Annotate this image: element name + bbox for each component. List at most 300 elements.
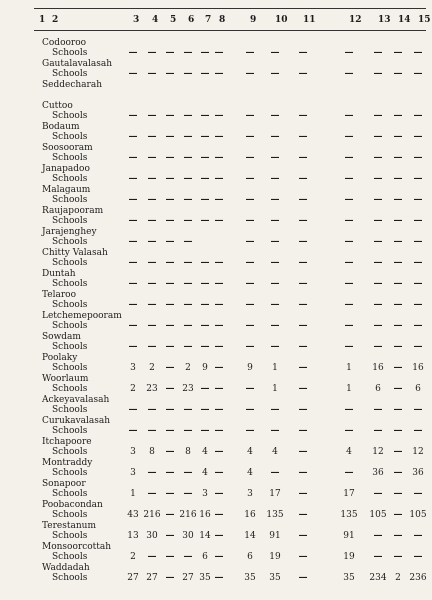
table-cell: 19 <box>343 552 355 562</box>
table-cell: 2 <box>130 384 136 394</box>
table-cell: — <box>373 342 383 352</box>
table-cell: — <box>165 510 175 520</box>
table-cell: — <box>413 111 423 121</box>
table-cell: — <box>245 405 255 415</box>
table-cell: — <box>393 237 403 247</box>
table-cell: 1 <box>346 384 352 394</box>
table-cell: — <box>344 426 354 436</box>
table-cell: — <box>128 279 138 289</box>
village-name: Seddecharah <box>42 80 103 90</box>
table-cell: — <box>413 69 423 79</box>
village-name: Telaroo <box>42 290 77 300</box>
table-cell: — <box>393 342 403 352</box>
table-cell: — <box>200 111 210 121</box>
table-cell: — <box>344 216 354 226</box>
table-cell: 1 <box>130 489 136 499</box>
table-cell: 1 <box>346 363 352 373</box>
table-cell: — <box>128 132 138 142</box>
table-cell: — <box>200 321 210 331</box>
table-cell: 105 <box>369 510 387 520</box>
table-cell: 14 <box>199 531 211 541</box>
table-cell: 12 <box>372 447 384 457</box>
table-cell: — <box>413 552 423 562</box>
table-cell: — <box>413 216 423 226</box>
table-cell: — <box>128 111 138 121</box>
column-header-3: 3 <box>133 15 140 25</box>
row-sublabel: Schools <box>52 405 88 415</box>
table-cell: — <box>245 174 255 184</box>
table-cell: — <box>200 69 210 79</box>
table-cell: — <box>393 174 403 184</box>
table-cell: 36 <box>412 468 424 478</box>
table-cell: — <box>147 258 157 268</box>
table-cell: — <box>147 300 157 310</box>
table-cell: — <box>183 321 193 331</box>
table-cell: — <box>298 363 308 373</box>
table-cell: 3 <box>130 447 136 457</box>
table-cell: — <box>245 237 255 247</box>
table-cell: — <box>298 405 308 415</box>
table-cell: 234 <box>369 573 387 583</box>
village-name: Malagaum <box>42 185 91 195</box>
table-cell: 1 <box>272 384 278 394</box>
table-cell: — <box>147 216 157 226</box>
table-cell: — <box>298 195 308 205</box>
table-cell: — <box>298 153 308 163</box>
table-cell: 13 <box>127 531 139 541</box>
table-cell: — <box>373 195 383 205</box>
table-cell: — <box>245 384 255 394</box>
table-cell: — <box>298 426 308 436</box>
table-cell: — <box>298 48 308 58</box>
table-cell: — <box>165 363 175 373</box>
table-cell: — <box>147 552 157 562</box>
table-cell: — <box>393 279 403 289</box>
table-cell: — <box>214 216 224 226</box>
table-cell: 2 <box>185 363 191 373</box>
table-cell: — <box>165 174 175 184</box>
table-cell: — <box>165 153 175 163</box>
table-cell: — <box>245 342 255 352</box>
table-cell: — <box>373 48 383 58</box>
table-cell: — <box>270 258 280 268</box>
table-cell: — <box>147 111 157 121</box>
table-cell: — <box>165 489 175 499</box>
table-cell: — <box>128 174 138 184</box>
table-cell: — <box>270 279 280 289</box>
table-cell: — <box>214 573 224 583</box>
table-cell: 6 <box>375 384 381 394</box>
table-cell: — <box>298 69 308 79</box>
table-cell: — <box>413 321 423 331</box>
table-cell: — <box>270 195 280 205</box>
table-cell: 3 <box>130 363 136 373</box>
table-cell: — <box>200 258 210 268</box>
table-cell: — <box>413 300 423 310</box>
table-cell: 2 <box>395 573 401 583</box>
table-cell: 17 <box>343 489 355 499</box>
table-cell: 27 <box>127 573 139 583</box>
column-header-2: 2 <box>52 15 59 25</box>
table-cell: — <box>298 237 308 247</box>
column-header-13: 13 <box>378 15 391 25</box>
table-cell: — <box>183 111 193 121</box>
table-cell: — <box>200 342 210 352</box>
table-cell: — <box>147 489 157 499</box>
table-cell: — <box>298 300 308 310</box>
table-cell: — <box>183 216 193 226</box>
village-name: Janapadoo <box>42 164 90 174</box>
table-cell: 23 <box>182 384 194 394</box>
row-sublabel: Schools <box>52 552 88 562</box>
table-cell: — <box>298 573 308 583</box>
table-cell: — <box>393 531 403 541</box>
table-cell: 35 <box>199 573 211 583</box>
village-name: Sowdam <box>42 332 81 342</box>
table-cell: — <box>393 468 403 478</box>
table-cell: — <box>183 195 193 205</box>
table-cell: 4 <box>346 447 352 457</box>
table-cell: 9 <box>247 363 253 373</box>
village-name: Sonapoor <box>42 479 86 489</box>
table-cell: 135 <box>340 510 358 520</box>
table-cell: — <box>270 153 280 163</box>
table-cell: 8 <box>185 447 191 457</box>
table-cell: — <box>128 258 138 268</box>
table-cell: — <box>344 48 354 58</box>
table-cell: — <box>393 447 403 457</box>
table-cell: 17 <box>269 489 281 499</box>
table-cell: 3 <box>130 468 136 478</box>
table-cell: — <box>373 405 383 415</box>
table-cell: — <box>214 384 224 394</box>
village-name: Terestanum <box>42 521 96 531</box>
table-cell: — <box>298 279 308 289</box>
table-cell: — <box>165 531 175 541</box>
table-cell: — <box>183 489 193 499</box>
row-sublabel: Schools <box>52 489 88 499</box>
village-name: Jarajenghey <box>42 227 97 237</box>
village-name: Itchapoore <box>42 437 92 447</box>
table-cell: 2 <box>149 363 155 373</box>
table-cell: — <box>128 69 138 79</box>
table-cell: — <box>165 258 175 268</box>
table-cell: — <box>128 405 138 415</box>
table-cell: — <box>413 48 423 58</box>
table-cell: — <box>183 405 193 415</box>
top-rule <box>34 8 426 9</box>
table-cell: — <box>165 132 175 142</box>
column-header-5: 5 <box>170 15 177 25</box>
table-cell: — <box>298 468 308 478</box>
table-cell: — <box>165 552 175 562</box>
column-header-9: 9 <box>250 15 257 25</box>
table-cell: — <box>344 153 354 163</box>
table-cell: — <box>373 111 383 121</box>
table-cell: — <box>393 132 403 142</box>
village-name: Codooroo <box>42 38 87 48</box>
table-cell: — <box>373 531 383 541</box>
table-cell: — <box>214 426 224 436</box>
row-sublabel: Schools <box>52 111 88 121</box>
table-cell: 23 <box>146 384 158 394</box>
table-cell: 105 <box>409 510 427 520</box>
table-cell: — <box>128 195 138 205</box>
table-cell: — <box>298 111 308 121</box>
table-cell: — <box>413 132 423 142</box>
table-cell: — <box>214 195 224 205</box>
table-cell: — <box>413 258 423 268</box>
table-cell: — <box>270 132 280 142</box>
table-cell: — <box>344 321 354 331</box>
table-cell: — <box>373 132 383 142</box>
table-cell: 16 <box>412 363 424 373</box>
table-cell: — <box>165 237 175 247</box>
table-cell: — <box>344 195 354 205</box>
row-sublabel: Schools <box>52 132 88 142</box>
table-cell: — <box>344 69 354 79</box>
table-cell: — <box>245 132 255 142</box>
table-cell: — <box>298 321 308 331</box>
table-cell: — <box>298 384 308 394</box>
table-cell: — <box>413 489 423 499</box>
table-cell: — <box>214 531 224 541</box>
table-cell: — <box>183 153 193 163</box>
table-cell: — <box>393 321 403 331</box>
table-cell: — <box>413 279 423 289</box>
table-cell: 216 <box>143 510 161 520</box>
table-cell: 4 <box>202 447 208 457</box>
table-cell: — <box>200 384 210 394</box>
table-cell: — <box>214 489 224 499</box>
table-cell: — <box>373 426 383 436</box>
table-cell: — <box>344 111 354 121</box>
table-cell: — <box>344 237 354 247</box>
table-cell: — <box>214 468 224 478</box>
table-cell: — <box>147 153 157 163</box>
table-cell: — <box>128 48 138 58</box>
column-header-11: 11 <box>303 15 316 25</box>
village-name: Cuttoo <box>42 101 73 111</box>
table-cell: — <box>373 489 383 499</box>
table-cell: — <box>245 258 255 268</box>
table-cell: — <box>413 405 423 415</box>
row-sublabel: Schools <box>52 426 88 436</box>
village-name: Duntah <box>42 269 76 279</box>
village-name: Gautalavalasah <box>42 59 113 69</box>
table-cell: — <box>165 48 175 58</box>
village-name: Poolaky <box>42 353 78 363</box>
table-cell: — <box>183 69 193 79</box>
table-cell: — <box>373 216 383 226</box>
table-cell: — <box>270 174 280 184</box>
table-cell: 6 <box>415 384 421 394</box>
table-cell: 4 <box>202 468 208 478</box>
row-sublabel: Schools <box>52 300 88 310</box>
table-cell: — <box>147 69 157 79</box>
row-sublabel: Schools <box>52 447 88 457</box>
table-cell: — <box>393 153 403 163</box>
table-cell: — <box>214 111 224 121</box>
table-cell: 2 <box>130 552 136 562</box>
table-cell: 6 <box>202 552 208 562</box>
table-cell: — <box>373 258 383 268</box>
table-cell: — <box>147 195 157 205</box>
table-cell: 43 <box>127 510 139 520</box>
table-cell: — <box>245 153 255 163</box>
table-cell: — <box>165 321 175 331</box>
table-cell: — <box>344 300 354 310</box>
table-cell: — <box>128 237 138 247</box>
table-cell: — <box>147 237 157 247</box>
row-sublabel: Schools <box>52 510 88 520</box>
table-cell: — <box>270 426 280 436</box>
row-sublabel: Schools <box>52 363 88 373</box>
table-cell: — <box>147 321 157 331</box>
village-name: Monsoorcottah <box>42 542 112 552</box>
table-cell: — <box>147 48 157 58</box>
table-cell: — <box>200 195 210 205</box>
village-name: Chitty Valasah <box>42 248 108 258</box>
row-sublabel: Schools <box>52 153 88 163</box>
table-cell: — <box>393 510 403 520</box>
table-cell: — <box>214 258 224 268</box>
table-cell: — <box>128 426 138 436</box>
table-cell: — <box>165 447 175 457</box>
table-cell: — <box>373 279 383 289</box>
column-header-7: 7 <box>205 15 212 25</box>
table-cell: — <box>200 132 210 142</box>
table-cell: — <box>270 342 280 352</box>
table-cell: — <box>245 426 255 436</box>
table-cell: — <box>344 342 354 352</box>
table-cell: 4 <box>247 447 253 457</box>
row-sublabel: Schools <box>52 342 88 352</box>
row-sublabel: Schools <box>52 531 88 541</box>
table-cell: — <box>128 153 138 163</box>
row-sublabel: Schools <box>52 468 88 478</box>
table-cell: — <box>183 237 193 247</box>
table-cell: — <box>413 195 423 205</box>
table-cell: 8 <box>149 447 155 457</box>
table-cell: — <box>344 468 354 478</box>
table-cell: — <box>298 447 308 457</box>
table-cell: — <box>200 405 210 415</box>
table-cell: — <box>183 48 193 58</box>
table-cell: — <box>393 111 403 121</box>
column-header-10: 10 <box>275 15 288 25</box>
table-cell: — <box>393 216 403 226</box>
table-cell: — <box>413 174 423 184</box>
table-cell: — <box>200 279 210 289</box>
table-cell: — <box>344 132 354 142</box>
village-name: Montraddy <box>42 458 93 468</box>
table-cell: — <box>298 132 308 142</box>
table-cell: — <box>165 195 175 205</box>
table-cell: — <box>147 342 157 352</box>
table-cell: — <box>373 69 383 79</box>
column-header-6: 6 <box>188 15 195 25</box>
table-cell: — <box>214 552 224 562</box>
table-cell: 6 <box>247 552 253 562</box>
table-cell: — <box>200 300 210 310</box>
row-sublabel: Schools <box>52 195 88 205</box>
table-cell: — <box>393 258 403 268</box>
table-cell: — <box>245 111 255 121</box>
table-cell: — <box>344 258 354 268</box>
table-cell: — <box>165 573 175 583</box>
table-cell: 1 <box>272 363 278 373</box>
table-cell: 4 <box>272 447 278 457</box>
table-cell: 135 <box>266 510 284 520</box>
table-cell: — <box>393 69 403 79</box>
table-cell: — <box>270 321 280 331</box>
row-sublabel: Schools <box>52 279 88 289</box>
table-cell: — <box>214 321 224 331</box>
table-cell: — <box>298 174 308 184</box>
table-cell: — <box>200 174 210 184</box>
row-sublabel: Schools <box>52 216 88 226</box>
table-cell: — <box>393 300 403 310</box>
table-cell: — <box>147 426 157 436</box>
table-cell: — <box>165 342 175 352</box>
table-cell: — <box>214 300 224 310</box>
table-cell: — <box>298 531 308 541</box>
table-cell: — <box>245 216 255 226</box>
table-cell: — <box>214 342 224 352</box>
table-cell: 35 <box>269 573 281 583</box>
table-cell: 35 <box>244 573 256 583</box>
table-cell: — <box>393 363 403 373</box>
table-cell: — <box>344 174 354 184</box>
table-cell: — <box>270 468 280 478</box>
table-cell: — <box>393 552 403 562</box>
table-cell: — <box>393 48 403 58</box>
table-cell: — <box>393 384 403 394</box>
row-sublabel: Schools <box>52 174 88 184</box>
row-sublabel: Schools <box>52 573 88 583</box>
table-cell: — <box>298 258 308 268</box>
table-cell: 35 <box>343 573 355 583</box>
column-header-8: 8 <box>219 15 226 25</box>
table-cell: — <box>298 510 308 520</box>
table-cell: — <box>183 426 193 436</box>
table-cell: 3 <box>202 489 208 499</box>
table-cell: — <box>393 426 403 436</box>
table-cell: — <box>165 69 175 79</box>
table-cell: — <box>183 300 193 310</box>
village-name: Waddadah <box>42 563 90 573</box>
table-cell: 216 <box>179 510 197 520</box>
table-cell: — <box>147 174 157 184</box>
table-cell: 14 <box>244 531 256 541</box>
table-cell: — <box>165 216 175 226</box>
table-cell: — <box>214 48 224 58</box>
table-cell: — <box>200 48 210 58</box>
table-cell: — <box>214 69 224 79</box>
row-sublabel: Schools <box>52 69 88 79</box>
table-cell: — <box>183 468 193 478</box>
column-header-15: 15 <box>418 15 431 25</box>
table-cell: — <box>298 216 308 226</box>
table-cell: — <box>214 132 224 142</box>
table-cell: 27 <box>146 573 158 583</box>
table-cell: — <box>183 258 193 268</box>
table-cell: — <box>245 300 255 310</box>
table-cell: — <box>344 279 354 289</box>
header-rule <box>34 30 426 31</box>
table-cell: — <box>270 300 280 310</box>
